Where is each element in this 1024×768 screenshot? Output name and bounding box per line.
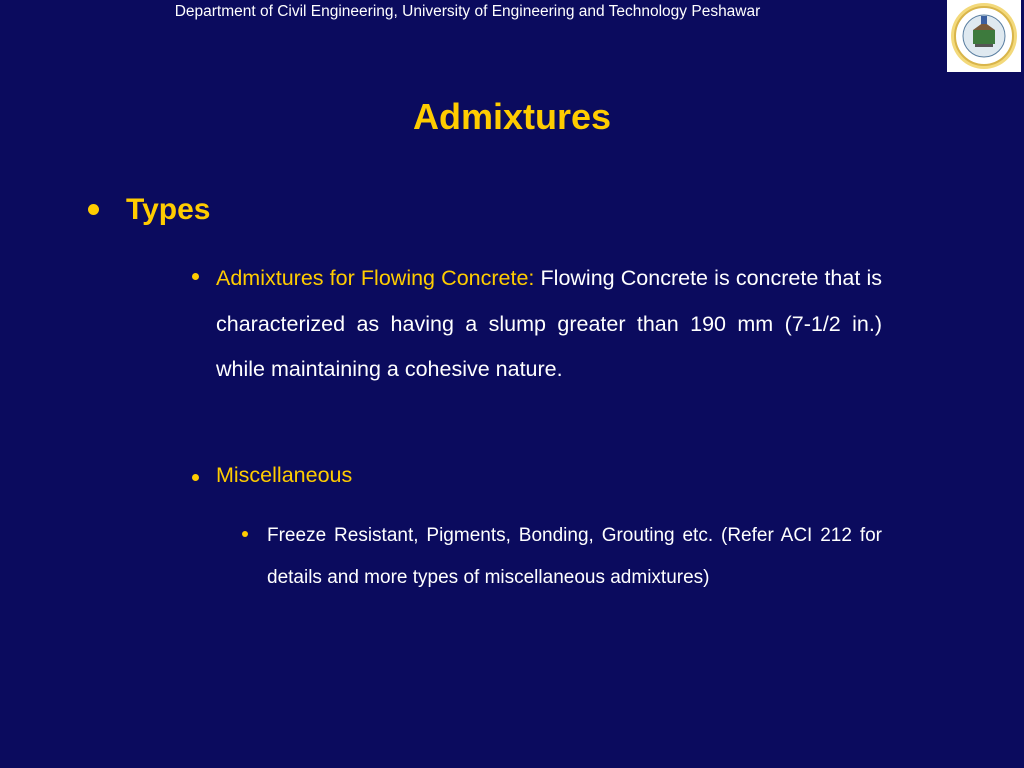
university-seal-icon bbox=[947, 0, 1021, 72]
flowing-concrete-label: Admixtures for Flowing Concrete: bbox=[216, 266, 535, 290]
bullet-dot-icon bbox=[88, 204, 99, 215]
flowing-concrete-paragraph bbox=[216, 256, 882, 393]
miscellaneous-subitem: Freeze Resistant, Pigments, Bonding, Grouting etc. (Refer ACI 212 for details and more types of miscellaneous admixtures) bbox=[267, 525, 882, 588]
slide-title: Admixtures bbox=[412, 96, 612, 137]
header-text: Department of Civil Engineering, University of Engineering and Technology Peshawar bbox=[174, 3, 761, 20]
bullet-dot-icon bbox=[192, 474, 199, 481]
bullet-dot-icon bbox=[192, 273, 199, 280]
bullet-dot-icon bbox=[242, 531, 248, 537]
flowing-concrete-text: Flowing Concrete is concrete that is characterized as having a slump greater than 190 mm (7-1/2 in.) while maintaining a cohesive nature. bbox=[216, 266, 883, 381]
university-logo bbox=[947, 0, 1021, 72]
miscellaneous-label: Miscellaneous bbox=[216, 463, 353, 487]
bullet-types-label: Types bbox=[126, 193, 211, 226]
